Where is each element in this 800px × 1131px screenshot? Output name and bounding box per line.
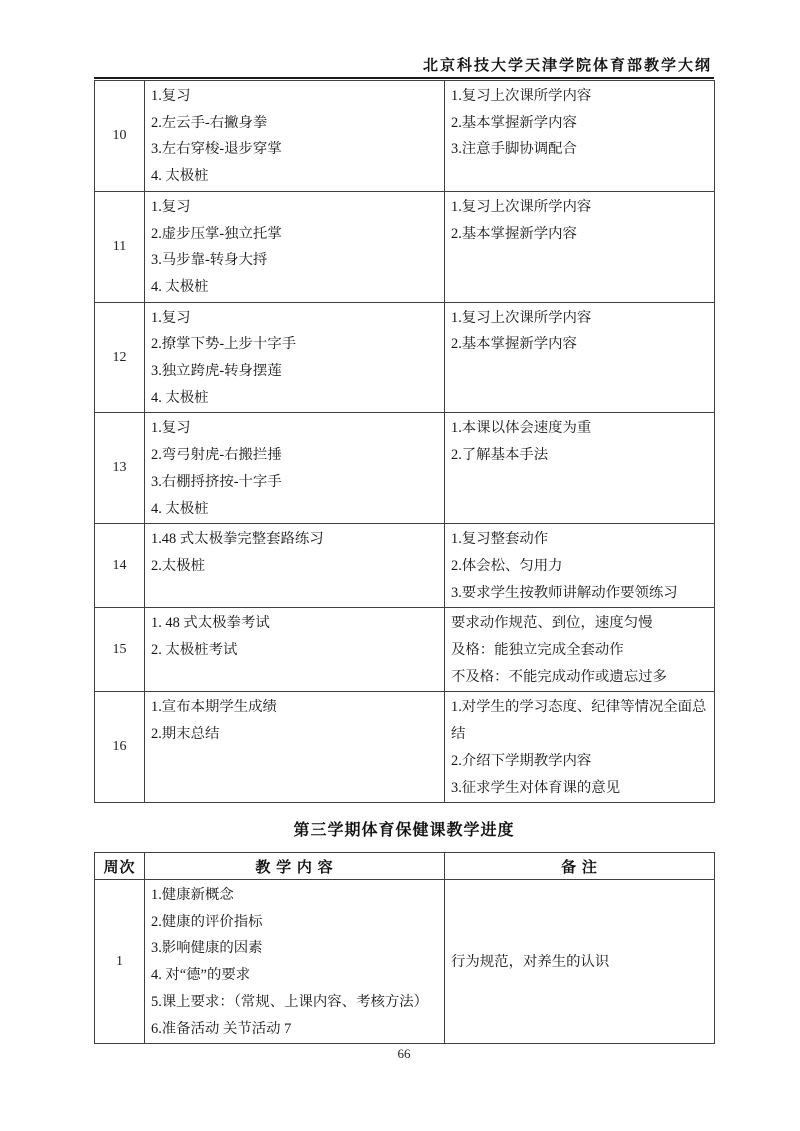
- teaching-content-line: 3.左右穿梭-退步穿掌: [151, 141, 282, 158]
- teaching-content-line: 4. 太极桩: [151, 168, 209, 185]
- remarks-cell: [445, 191, 715, 302]
- week-number-cell: 11: [95, 191, 145, 302]
- teaching-content-line: 2. 太极桩考试: [151, 642, 238, 659]
- week-number-cell: 16: [95, 692, 145, 803]
- teaching-content-line: 4. 对“德”的要求: [151, 967, 251, 984]
- teaching-content-line: 4. 太极桩: [151, 389, 209, 406]
- remarks-line: 及格：能独立完成全套动作: [451, 642, 624, 659]
- remarks-line: 2.介绍下学期教学内容: [451, 752, 592, 769]
- column-header-content: 教 学 内 容: [145, 853, 445, 880]
- remarks-cell: [445, 692, 715, 803]
- header-rule: [94, 77, 714, 79]
- document-header-title: 北京科技大学天津学院体育部教学大纲: [422, 58, 712, 74]
- remarks-line: 1.复习整套动作: [451, 531, 549, 548]
- remarks-line: 1.本课以体会速度为重: [451, 420, 592, 437]
- column-header-week: 周次: [95, 853, 145, 880]
- section-title: 第三学期体育保健课教学进度: [293, 822, 515, 839]
- remarks-line: 3.要求学生按教师讲解动作要领练习: [451, 584, 678, 601]
- teaching-content-cell: [145, 524, 445, 608]
- teaching-content-cell: [145, 413, 445, 524]
- semester-schedule-table: [94, 80, 715, 803]
- teaching-content-line: 3.马步靠-转身大捋: [151, 252, 268, 269]
- remarks-line: 3.征求学生对体育课的意见: [451, 779, 621, 796]
- remarks-line: 2.基本掌握新学内容: [451, 336, 577, 353]
- table-row: [95, 880, 715, 1044]
- remarks-line: 1.对学生的学习态度、纪律等情况全面总结: [451, 699, 707, 743]
- teaching-content-line: 3.影响健康的因素: [151, 940, 263, 957]
- health-course-schedule-table: [94, 852, 715, 1044]
- semester-schedule-table-body: [95, 81, 715, 803]
- teaching-content-line: 2.撩掌下势-上步十字手: [151, 336, 297, 353]
- remarks-line: 1.复习上次课所学内容: [451, 309, 592, 326]
- health-course-table-body: [95, 880, 715, 1044]
- table-row: [95, 81, 715, 192]
- remarks-line: 行为规范，对养生的认识: [451, 953, 610, 970]
- teaching-content-line: 4. 太极桩: [151, 500, 209, 517]
- teaching-content-line: 4. 太极桩: [151, 278, 209, 295]
- teaching-content-cell: [145, 81, 445, 192]
- week-number-cell: 12: [95, 302, 145, 413]
- week-number-cell: 10: [95, 81, 145, 192]
- remarks-line: 要求动作规范、到位，速度匀慢: [451, 615, 653, 632]
- teaching-content-cell: [145, 191, 445, 302]
- teaching-content-line: 2.虚步压掌-独立托掌: [151, 225, 282, 242]
- teaching-content-line: 6.准备活动 关节活动 7: [151, 1020, 292, 1037]
- table-row: [95, 413, 715, 524]
- health-course-table-head: [95, 853, 715, 880]
- teaching-content-line: 1.宣布本期学生成绩: [151, 699, 277, 716]
- remarks-line: 1.复习上次课所学内容: [451, 198, 592, 215]
- teaching-content-cell: [145, 880, 445, 1044]
- table-row: [95, 191, 715, 302]
- teaching-content-line: 2.期末总结: [151, 726, 220, 743]
- remarks-line: 2.体会松、匀用力: [451, 557, 563, 574]
- teaching-content-line: 1.复习: [151, 420, 191, 437]
- remarks-cell: [445, 608, 715, 692]
- column-header-remarks: 备 注: [445, 853, 715, 880]
- header-row: [95, 853, 715, 880]
- remarks-line: 2.基本掌握新学内容: [451, 114, 577, 131]
- remarks-line: 2.基本掌握新学内容: [451, 225, 577, 242]
- remarks-cell: [445, 524, 715, 608]
- teaching-content-line: 3.右棚捋挤按-十字手: [151, 473, 282, 490]
- teaching-content-line: 1. 48 式太极拳考试: [151, 615, 270, 632]
- remarks-cell: [445, 302, 715, 413]
- week-number-cell: 14: [95, 524, 145, 608]
- remarks-line: 不及格：不能完成动作或遗忘过多: [451, 668, 667, 685]
- teaching-content-line: 1.复习: [151, 198, 191, 215]
- remarks-line: 2.了解基本手法: [451, 447, 549, 464]
- teaching-content-line: 1.复习: [151, 88, 191, 104]
- teaching-content-line: 1.48 式太极拳完整套路练习: [151, 531, 324, 548]
- page-number: 66: [397, 1046, 411, 1061]
- teaching-content-line: 5.课上要求：（常规、上课内容、考核方法）: [151, 993, 429, 1010]
- teaching-content-line: 1.健康新概念: [151, 887, 234, 903]
- week-number-cell: 1: [95, 880, 145, 1044]
- teaching-content-line: 1.复习: [151, 309, 191, 326]
- teaching-content-line: 2.弯弓射虎-右搬拦捶: [151, 447, 282, 464]
- teaching-content-cell: [145, 302, 445, 413]
- table-row: [95, 608, 715, 692]
- teaching-content-line: 3.独立跨虎-转身摆莲: [151, 363, 282, 380]
- remarks-line: 3.注意手脚协调配合: [451, 141, 577, 158]
- teaching-content-line: 2.太极桩: [151, 557, 205, 574]
- table-row: [95, 302, 715, 413]
- remarks-line: 1.复习上次课所学内容: [451, 88, 592, 104]
- teaching-content-line: 2.左云手-右撇身拳: [151, 114, 268, 131]
- remarks-cell: [445, 81, 715, 192]
- remarks-cell: [445, 413, 715, 524]
- week-number-cell: 15: [95, 608, 145, 692]
- teaching-content-line: 2.健康的评价指标: [151, 913, 263, 930]
- teaching-content-cell: [145, 692, 445, 803]
- teaching-content-cell: [145, 608, 445, 692]
- table-row: [95, 524, 715, 608]
- table-row: [95, 692, 715, 803]
- week-number-cell: 13: [95, 413, 145, 524]
- remarks-cell: [445, 880, 715, 1044]
